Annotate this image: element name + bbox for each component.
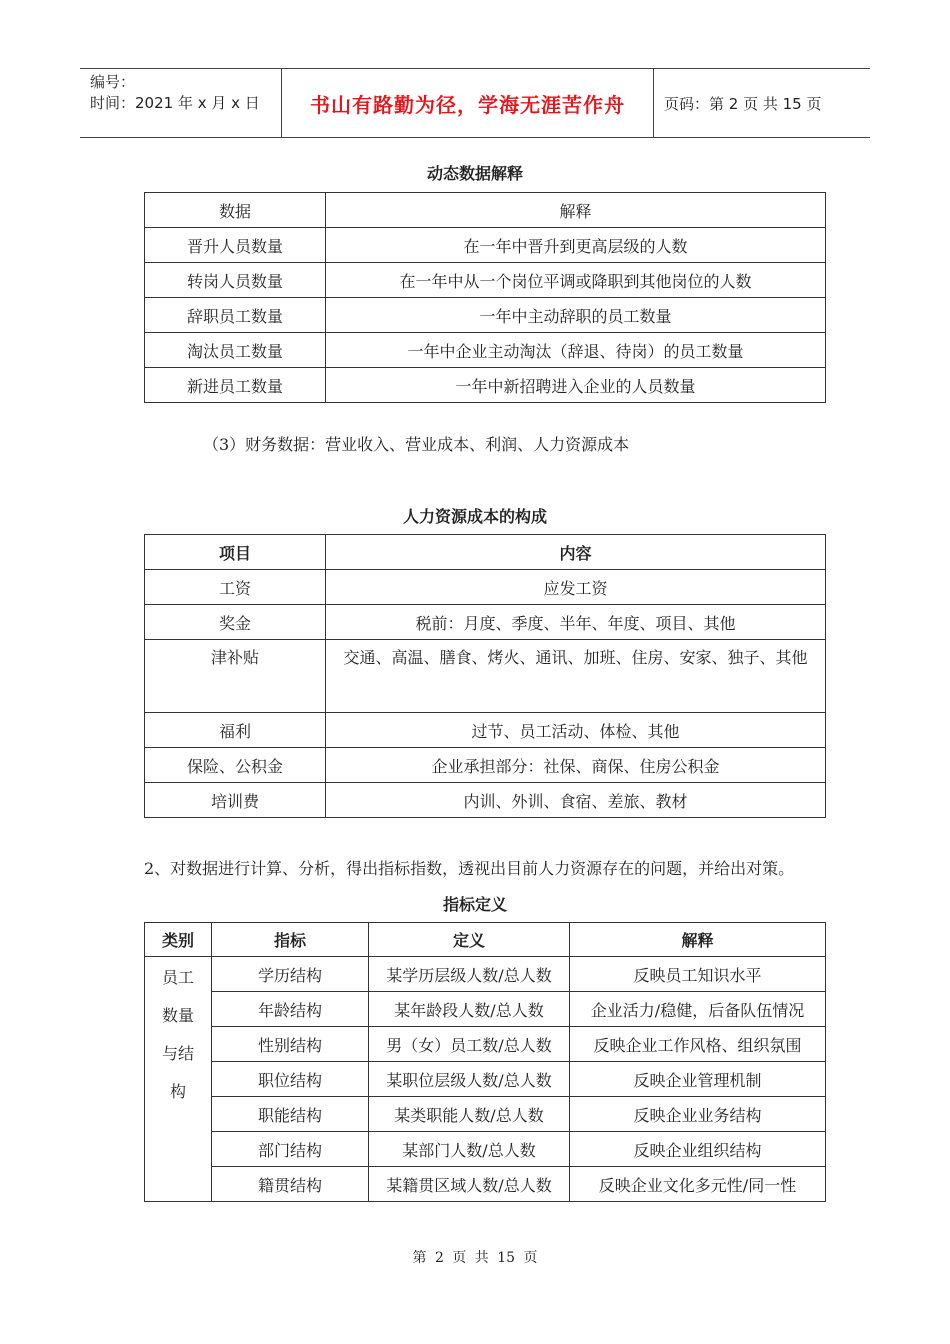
cell-indicator: 学历结构: [212, 957, 369, 992]
table-row: [145, 1062, 826, 1097]
financial-data-paragraph: （3）财务数据：营业收入、营业成本、利润、人力资源成本: [203, 435, 630, 454]
cell-definition: 某年龄段人数/总人数: [369, 992, 570, 1027]
cell-explanation: 在一年中从一个岗位平调或降职到其他岗位的人数: [326, 263, 826, 298]
cell-definition: 男（女）员工数/总人数: [369, 1027, 570, 1062]
cell-explanation: 在一年中晋升到更高层级的人数: [326, 228, 826, 263]
cell-data: 转岗人员数量: [145, 263, 326, 298]
header-motto-cell: [282, 69, 654, 137]
table-row: [145, 640, 826, 713]
cell-explanation: 企业活力/稳健，后备队伍情况: [570, 992, 826, 1027]
header-motto: 书山有路勤为径，学海无涯苦作舟: [310, 92, 625, 117]
cell-data: 晋升人员数量: [145, 228, 326, 263]
document-date: 时间：2021 年 x 月 x 日: [90, 94, 260, 112]
cell-item: 工资: [145, 570, 326, 605]
table-row: [145, 1097, 826, 1132]
cell-content: 企业承担部分：社保、商保、住房公积金: [326, 748, 826, 783]
cell-indicator: 年龄结构: [212, 992, 369, 1027]
table-row: [145, 1132, 826, 1167]
cell-content: 应发工资: [326, 570, 826, 605]
column-header: 项目: [145, 535, 326, 570]
cell-explanation: 一年中主动辞职的员工数量: [326, 298, 826, 333]
table-header-row: [145, 535, 826, 570]
table-row: [145, 605, 826, 640]
cell-data: 辞职员工数量: [145, 298, 326, 333]
column-header: 内容: [326, 535, 826, 570]
cell-definition: 某籍贯区域人数/总人数: [369, 1167, 570, 1202]
table2-caption: 人力资源成本的构成: [402, 507, 547, 526]
table-row: [145, 713, 826, 748]
column-header: 定义: [369, 923, 570, 957]
column-header: 类别: [145, 923, 212, 957]
cell-item: 培训费: [145, 783, 326, 818]
document-number-label: 编号：: [90, 73, 136, 91]
column-header: 解释: [570, 923, 826, 957]
table-row: [145, 783, 826, 818]
hr-cost-table: [144, 534, 826, 818]
cell-explanation: 反映企业管理机制: [570, 1062, 826, 1097]
cell-item: 保险、公积金: [145, 748, 326, 783]
cell-data: 淘汰员工数量: [145, 333, 326, 368]
column-header: 数据: [145, 193, 326, 228]
indicator-definition-table: [144, 922, 826, 1202]
table1-caption: 动态数据解释: [426, 164, 523, 183]
table-row: [145, 748, 826, 783]
cell-explanation: 反映企业业务结构: [570, 1097, 826, 1132]
table-row: [145, 1027, 826, 1062]
analysis-paragraph: 2、对数据进行计算、分析，得出指标指数，透视出目前人力资源存在的问题，并给出对策。: [144, 859, 795, 878]
cell-explanation: 一年中企业主动淘汰（辞退、待岗）的员工数量: [326, 333, 826, 368]
cell-content: 内训、外训、食宿、差旅、教材: [326, 783, 826, 818]
cell-definition: 某部门人数/总人数: [369, 1132, 570, 1167]
table-row: [145, 228, 826, 263]
page-header: [80, 68, 870, 138]
cell-item: 津补贴: [145, 640, 326, 713]
header-meta: [80, 69, 282, 137]
table-header-row: [145, 193, 826, 228]
cell-definition: 某职位层级人数/总人数: [369, 1062, 570, 1097]
cell-explanation: 反映企业工作风格、组织氛围: [570, 1027, 826, 1062]
cell-explanation: 反映员工知识水平: [570, 957, 826, 992]
table-row: [145, 368, 826, 403]
table-row: [145, 957, 826, 992]
table-header-row: [145, 923, 826, 957]
cell-content: 税前：月度、季度、半年、年度、项目、其他: [326, 605, 826, 640]
cell-explanation: 反映企业组织结构: [570, 1132, 826, 1167]
column-header: 指标: [212, 923, 369, 957]
cell-content: 过节、员工活动、体检、其他: [326, 713, 826, 748]
cell-indicator: 籍贯结构: [212, 1167, 369, 1202]
cell-item: 奖金: [145, 605, 326, 640]
column-header: 解释: [326, 193, 826, 228]
cell-indicator: 部门结构: [212, 1132, 369, 1167]
dynamic-data-table: [144, 192, 826, 403]
cell-item: 福利: [145, 713, 326, 748]
cell-category: 员工数量与结构: [145, 957, 212, 1202]
cell-indicator: 职能结构: [212, 1097, 369, 1132]
cell-definition: 某学历层级人数/总人数: [369, 957, 570, 992]
table-row: [145, 992, 826, 1027]
header-page-code: 页码：第 2 页 共 15 页: [664, 94, 822, 113]
table-row: [145, 1167, 826, 1202]
cell-data: 新进员工数量: [145, 368, 326, 403]
cell-explanation: 反映企业文化多元性/同一性: [570, 1167, 826, 1202]
cell-indicator: 职位结构: [212, 1062, 369, 1097]
cell-explanation: 一年中新招聘进入企业的人员数量: [326, 368, 826, 403]
table-row: [145, 263, 826, 298]
cell-definition: 某类职能人数/总人数: [369, 1097, 570, 1132]
cell-indicator: 性别结构: [212, 1027, 369, 1062]
page-footer: 第 2 页 共 15 页: [412, 1250, 538, 1266]
table-row: [145, 333, 826, 368]
cell-content: 交通、高温、膳食、烤火、通讯、加班、住房、安家、独子、其他: [326, 640, 826, 713]
table-row: [145, 570, 826, 605]
table-row: [145, 298, 826, 333]
table3-caption: 指标定义: [442, 895, 507, 914]
